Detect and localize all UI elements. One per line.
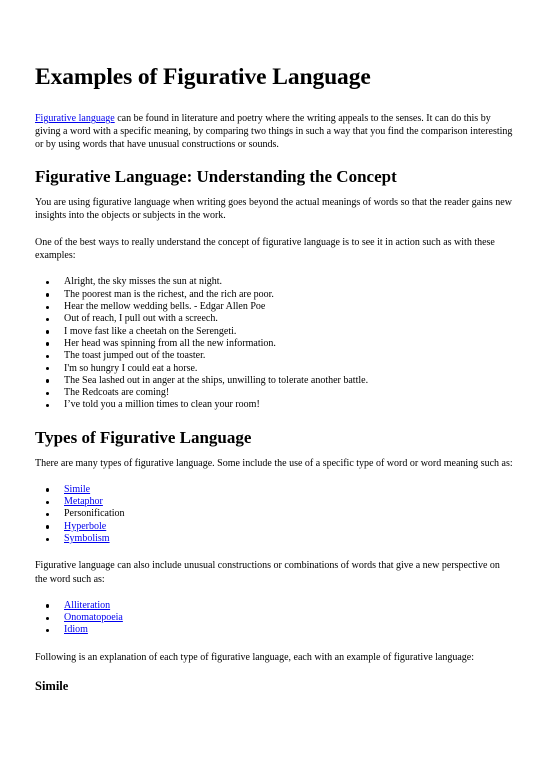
idiom-link[interactable]: Idiom bbox=[64, 624, 88, 636]
types-paragraph-3: Following is an explanation of each type of figurative language, each with an example of figurative language: bbox=[35, 651, 475, 663]
list-item: I move fast like a cheetah on the Serengeti. bbox=[64, 326, 513, 338]
intro-paragraph bbox=[35, 112, 513, 152]
list-item: Hear the mellow wedding bells. - Edgar Allen Poe bbox=[64, 301, 513, 313]
section-heading-concept: Figurative Language: Understanding the Concept bbox=[35, 166, 397, 186]
simile-subheading: Simile bbox=[35, 678, 69, 693]
list-item-metaphor bbox=[64, 496, 513, 508]
list-item-hyperbole bbox=[64, 521, 513, 533]
list-item: Out of reach, I pull out with a screech. bbox=[64, 313, 513, 325]
page-title: Examples of Figurative Language bbox=[35, 64, 371, 90]
figurative-language-link[interactable]: Figurative language bbox=[35, 113, 115, 124]
concept-paragraph-1: You are using figurative language when writing goes beyond the actual meanings of words so that the reader gains new insights into the objects or subjects in the work. bbox=[35, 196, 512, 221]
list-item: The toast jumped out of the toaster. bbox=[64, 350, 513, 362]
metaphor-link[interactable]: Metaphor bbox=[64, 496, 103, 508]
list-item-alliteration bbox=[64, 600, 513, 612]
alliteration-link[interactable]: Alliteration bbox=[64, 599, 111, 611]
list-item: Alright, the sky misses the sun at night. bbox=[64, 276, 513, 288]
list-item: The poorest man is the richest, and the rich are poor. bbox=[64, 289, 513, 301]
examples-list bbox=[35, 276, 513, 411]
list-item-simile bbox=[64, 484, 513, 496]
types-paragraph-1: There are many types of figurative language. Some include the use of a specific type of word or word meaning such as: bbox=[35, 457, 513, 469]
list-item-onomatopoeia bbox=[64, 612, 513, 624]
list-item-idiom bbox=[64, 624, 513, 636]
hyperbole-link[interactable]: Hyperbole bbox=[64, 520, 107, 532]
list-item: Her head was spinning from all the new information. bbox=[64, 338, 513, 350]
list-item: I'm so hungry I could eat a horse. bbox=[64, 363, 513, 375]
concept-paragraph-2: One of the best ways to really understand the concept of figurative language is to see it in action such as with these examples: bbox=[35, 237, 495, 262]
onomatopoeia-link[interactable]: Onomatopoeia bbox=[64, 612, 123, 624]
list-item-symbolism bbox=[64, 533, 513, 545]
list-item: I’ve told you a million times to clean your room! bbox=[64, 399, 513, 411]
list-item: The Redcoats are coming! bbox=[64, 387, 513, 399]
types-list bbox=[35, 484, 513, 545]
symbolism-link[interactable]: Symbolism bbox=[64, 533, 110, 545]
list-item: The Sea lashed out in anger at the ships, unwilling to tolerate another battle. bbox=[64, 375, 513, 387]
intro-text: can be found in literature and poetry where the writing appeals to the senses. It can do this by giving a word with a specific meaning, by comparing two things in such a way that you find the comparison interesting or by using words that have unusual constructions or sounds. bbox=[35, 113, 513, 151]
simile-link[interactable]: Simile bbox=[64, 483, 91, 495]
section-heading-types: Types of Figurative Language bbox=[35, 427, 252, 447]
constructions-list bbox=[35, 600, 513, 637]
list-item-personification: Personification bbox=[64, 508, 513, 520]
types-paragraph-2: Figurative language can also include unusual constructions or combinations of words that give a new perspective on the word such as: bbox=[35, 560, 500, 585]
